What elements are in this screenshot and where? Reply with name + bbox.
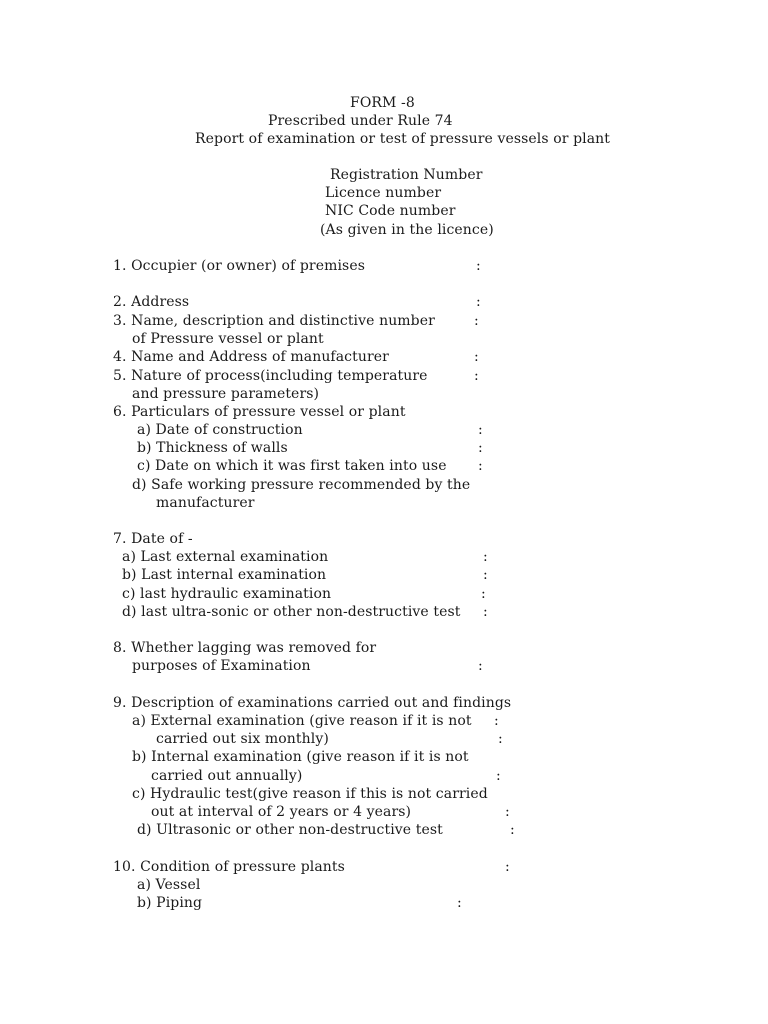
item-7b-colon: : — [483, 567, 488, 583]
item-3-label-cont: of Pressure vessel or plant — [132, 331, 324, 347]
item-7a-colon: : — [483, 549, 488, 565]
item-7a-label: a) Last external examination — [122, 549, 329, 565]
item-7d-label: d) last ultra-sonic or other non-destructive test — [122, 604, 461, 620]
item-6d-label-cont: manufacturer — [156, 495, 255, 511]
nic-code-label: NIC Code number — [325, 203, 456, 219]
item-10b-colon: : — [457, 895, 462, 911]
item-9b-label: b) Internal examination (give reason if it is not — [132, 749, 469, 765]
item-5-label-cont: and pressure parameters) — [132, 386, 320, 402]
item-7-label: 7. Date of - — [113, 531, 193, 547]
licence-note: (As given in the licence) — [320, 222, 494, 238]
form-title: FORM -8 — [350, 95, 415, 111]
rule-reference: Prescribed under Rule 74 — [268, 113, 453, 129]
item-6a-colon: : — [478, 422, 483, 438]
item-10-colon: : — [505, 859, 510, 875]
item-7c-label: c) last hydraulic examination — [122, 586, 332, 602]
item-6d-label: d) Safe working pressure recommended by the — [132, 477, 471, 493]
item-9b-colon: : — [496, 768, 501, 784]
registration-number-label: Registration Number — [330, 167, 483, 183]
item-10a-label: a) Vessel — [137, 877, 201, 893]
item-6b-colon: : — [478, 440, 483, 456]
item-9a-label-cont: carried out six monthly) — [156, 731, 329, 747]
item-9c-colon: : — [505, 804, 510, 820]
item-9d-label: d) Ultrasonic or other non-destructive test — [137, 822, 443, 838]
item-7c-colon: : — [481, 586, 486, 602]
item-5-label: 5. Nature of process(including temperature — [113, 368, 428, 384]
item-3-colon: : — [474, 313, 479, 329]
item-9c-label: c) Hydraulic test(give reason if this is not carried — [132, 786, 488, 802]
item-8-colon: : — [478, 658, 483, 674]
item-6c-colon: : — [478, 458, 483, 474]
item-4-colon: : — [474, 349, 479, 365]
item-10b-label: b) Piping — [137, 895, 203, 911]
item-3-label: 3. Name, description and distinctive number — [113, 313, 435, 329]
item-9d-colon: : — [510, 822, 515, 838]
licence-number-label: Licence number — [325, 185, 442, 201]
item-7b-label: b) Last internal examination — [122, 567, 327, 583]
item-6b-label: b) Thickness of walls — [137, 440, 288, 456]
item-9-label: 9. Description of examinations carried out and findings — [113, 695, 512, 711]
item-7d-colon: : — [483, 604, 488, 620]
item-8-label-cont: purposes of Examination — [132, 658, 311, 674]
item-9a-label: a) External examination (give reason if it is not — [132, 713, 472, 729]
item-5-colon: : — [474, 368, 479, 384]
item-10-label: 10. Condition of pressure plants — [113, 859, 345, 875]
item-8-label: 8. Whether lagging was removed for — [113, 640, 377, 656]
item-9a2-colon: : — [498, 731, 503, 747]
item-1-colon: : — [476, 258, 481, 274]
item-9b-label-cont: carried out annually) — [151, 768, 303, 784]
item-9c-label-cont: out at interval of 2 years or 4 years) — [151, 804, 412, 820]
report-title: Report of examination or test of pressure vessels or plant — [195, 131, 611, 147]
item-6a-label: a) Date of construction — [137, 422, 303, 438]
item-1-label: 1. Occupier (or owner) of premises — [113, 258, 366, 274]
item-2-colon: : — [476, 294, 481, 310]
item-6-label: 6. Particulars of pressure vessel or plant — [113, 404, 406, 420]
item-6c-label: c) Date on which it was first taken into use — [137, 458, 447, 474]
item-2-label: 2. Address — [113, 294, 190, 310]
item-9a-colon: : — [494, 713, 499, 729]
item-4-label: 4. Name and Address of manufacturer — [113, 349, 389, 365]
